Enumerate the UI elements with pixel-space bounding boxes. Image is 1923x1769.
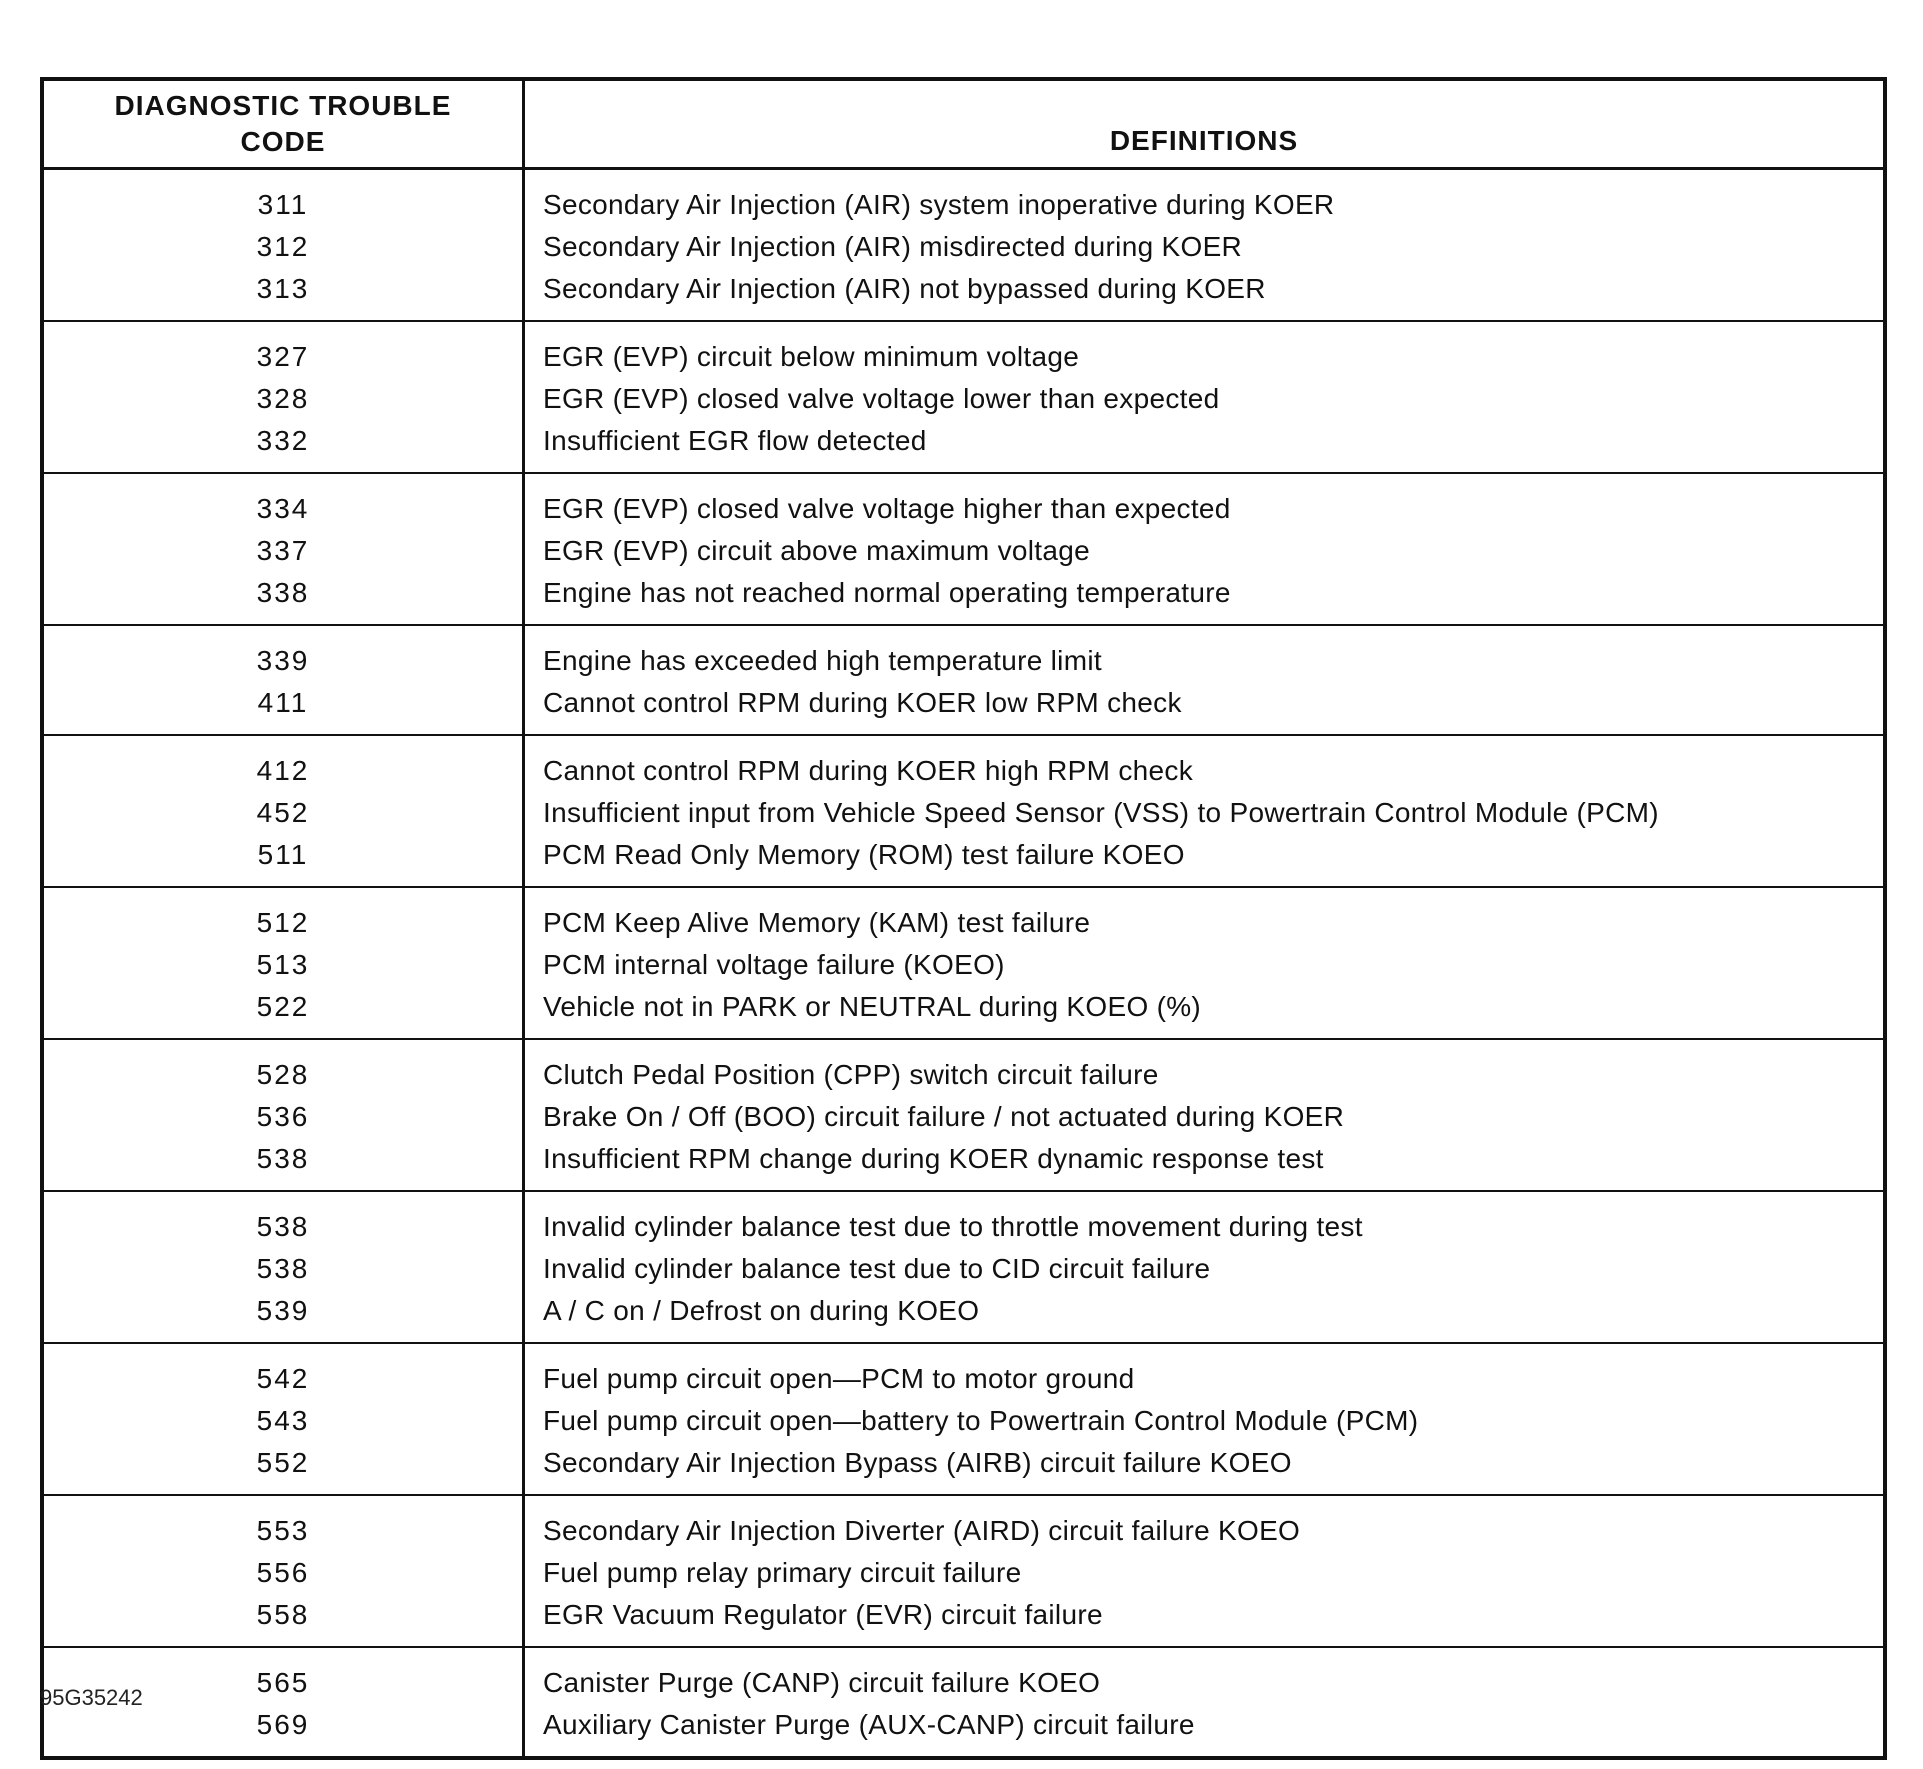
- trouble-code: 528: [256, 1059, 310, 1090]
- table-body: [44, 170, 1883, 1756]
- trouble-code: 334: [256, 493, 310, 524]
- code-definition: Secondary Air Injection (AIR) system inoperative during KOER: [543, 189, 1335, 220]
- code-definition: Vehicle not in PARK or NEUTRAL during KOEO (%): [543, 991, 1202, 1022]
- trouble-code: 542: [256, 1363, 310, 1394]
- code-definition: EGR (EVP) circuit above maximum voltage: [543, 535, 1090, 566]
- definition-column: [525, 750, 1883, 876]
- code-column: [44, 474, 525, 624]
- trouble-code: 556: [256, 1557, 310, 1588]
- code-group: [44, 1040, 1883, 1192]
- trouble-code: 313: [256, 273, 310, 304]
- trouble-code: 536: [256, 1101, 310, 1132]
- definition-column: [525, 902, 1883, 1028]
- code-definition: Invalid cylinder balance test due to throttle movement during test: [543, 1211, 1363, 1242]
- code-column-header: DIAGNOSTIC TROUBLE CODE: [44, 81, 525, 167]
- code-group: [44, 474, 1883, 626]
- code-definition: Cannot control RPM during KOER low RPM check: [543, 687, 1182, 718]
- code-definition: Clutch Pedal Position (CPP) switch circuit failure: [543, 1059, 1159, 1090]
- definition-column: [525, 184, 1883, 310]
- definition-column: [525, 1662, 1883, 1746]
- trouble-code: 312: [256, 231, 310, 262]
- code-definition: Secondary Air Injection (AIR) misdirected during KOER: [543, 231, 1243, 262]
- definition-column: [525, 1054, 1883, 1180]
- trouble-code: 565: [256, 1667, 310, 1698]
- trouble-code: 512: [256, 907, 310, 938]
- code-column: [44, 1040, 525, 1190]
- code-group: [44, 1344, 1883, 1496]
- code-column: [44, 170, 525, 320]
- code-group: [44, 322, 1883, 474]
- code-column: [44, 1344, 525, 1494]
- code-definition: EGR (EVP) circuit below minimum voltage: [543, 341, 1080, 372]
- code-definition: PCM internal voltage failure (KOEO): [543, 949, 1005, 980]
- code-definition: Brake On / Off (BOO) circuit failure / not actuated during KOER: [543, 1101, 1345, 1132]
- table-header: [44, 81, 1883, 170]
- trouble-code: 538: [256, 1143, 310, 1174]
- code-definition: PCM Read Only Memory (ROM) test failure KOEO: [543, 839, 1185, 870]
- trouble-code: 511: [257, 839, 309, 870]
- trouble-code: 558: [256, 1599, 310, 1630]
- code-group: [44, 170, 1883, 322]
- code-definition: Engine has exceeded high temperature limit: [543, 645, 1102, 676]
- definition-column: [525, 640, 1883, 724]
- code-definition: Insufficient RPM change during KOER dynamic response test: [543, 1143, 1324, 1174]
- code-definition: Auxiliary Canister Purge (AUX-CANP) circuit failure: [543, 1709, 1195, 1740]
- definition-column: [525, 1510, 1883, 1636]
- code-definition: Engine has not reached normal operating temperature: [543, 577, 1231, 608]
- trouble-code: 337: [256, 535, 310, 566]
- code-group: [44, 626, 1883, 736]
- trouble-code: 569: [256, 1709, 310, 1740]
- definition-column: [525, 488, 1883, 614]
- trouble-code: 411: [257, 687, 309, 718]
- trouble-code: 332: [256, 425, 310, 456]
- code-definition: Invalid cylinder balance test due to CID circuit failure: [543, 1253, 1211, 1284]
- trouble-code: 452: [256, 797, 310, 828]
- code-definition: A / C on / Defrost on during KOEO: [543, 1295, 980, 1326]
- trouble-code: 538: [256, 1211, 310, 1242]
- code-group: [44, 1496, 1883, 1648]
- code-group: [44, 1648, 1883, 1756]
- trouble-code: 543: [256, 1405, 310, 1436]
- definition-column: [525, 336, 1883, 462]
- trouble-code: 328: [256, 383, 310, 414]
- code-definition: Canister Purge (CANP) circuit failure KOEO: [543, 1667, 1101, 1698]
- code-group: [44, 736, 1883, 888]
- code-definition: PCM Keep Alive Memory (KAM) test failure: [543, 907, 1091, 938]
- code-group: [44, 888, 1883, 1040]
- code-definition: Insufficient EGR flow detected: [543, 425, 927, 456]
- trouble-code: 539: [256, 1295, 310, 1326]
- trouble-code: 339: [256, 645, 310, 676]
- code-definition: Insufficient input from Vehicle Speed Sensor (VSS) to Powertrain Control Module (PCM): [543, 797, 1659, 828]
- definitions-column-header: DEFINITIONS: [1109, 125, 1299, 156]
- definition-column: [525, 1206, 1883, 1332]
- code-column: [44, 1192, 525, 1342]
- code-column: [44, 888, 525, 1038]
- trouble-code: 412: [256, 755, 310, 786]
- code-definition: EGR (EVP) closed valve voltage lower than expected: [543, 383, 1220, 414]
- trouble-code: 338: [256, 577, 310, 608]
- code-definition: Cannot control RPM during KOER high RPM check: [543, 755, 1193, 786]
- code-column: [44, 322, 525, 472]
- code-definition: EGR Vacuum Regulator (EVR) circuit failure: [543, 1599, 1103, 1630]
- code-definition: Fuel pump circuit open—PCM to motor ground: [543, 1363, 1135, 1394]
- code-column: [44, 736, 525, 886]
- code-definition: Secondary Air Injection Bypass (AIRB) circuit failure KOEO: [543, 1447, 1292, 1478]
- trouble-code: 327: [256, 341, 310, 372]
- figure-id: 95G35242: [40, 1685, 143, 1710]
- trouble-code: 553: [256, 1515, 310, 1546]
- trouble-code: 311: [257, 189, 309, 220]
- code-definition: Secondary Air Injection Diverter (AIRD) circuit failure KOEO: [543, 1515, 1301, 1546]
- code-definition: EGR (EVP) closed valve voltage higher than expected: [543, 493, 1231, 524]
- code-group: [44, 1192, 1883, 1344]
- dtc-table: [40, 77, 1887, 1760]
- code-definition: Secondary Air Injection (AIR) not bypassed during KOER: [543, 273, 1266, 304]
- trouble-code: 552: [256, 1447, 310, 1478]
- trouble-code: 513: [256, 949, 310, 980]
- code-column: [44, 626, 525, 734]
- definition-column: [525, 1358, 1883, 1484]
- code-definition: Fuel pump circuit open—battery to Powertrain Control Module (PCM): [543, 1405, 1419, 1436]
- code-column: [44, 1496, 525, 1646]
- code-definition: Fuel pump relay primary circuit failure: [543, 1557, 1022, 1588]
- trouble-code: 538: [256, 1253, 310, 1284]
- trouble-code: 522: [256, 991, 310, 1022]
